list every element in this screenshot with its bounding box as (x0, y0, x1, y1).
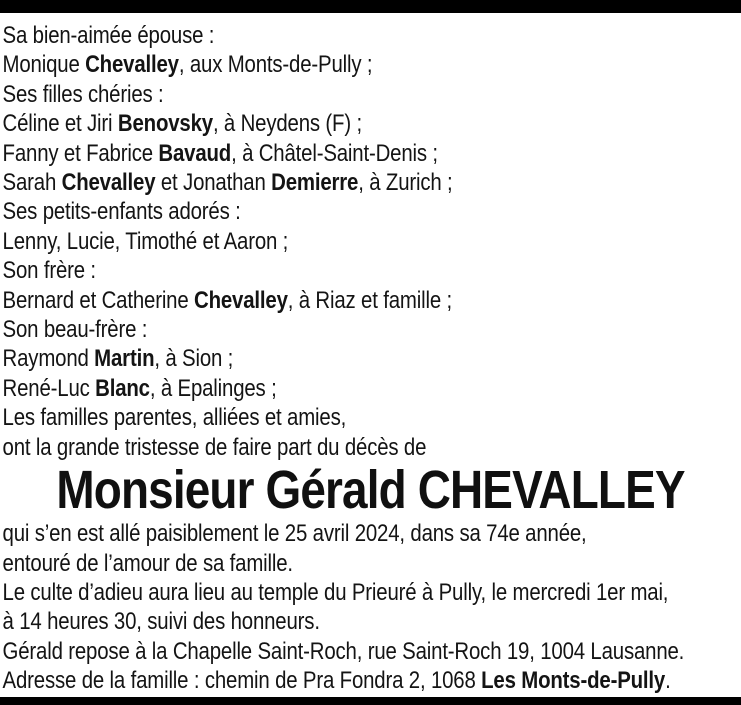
text-run: Bernard et Catherine (2, 286, 195, 314)
text-run: ont la grande tristesse de faire part du décès de (2, 433, 427, 461)
text-run: , à Neydens (F) ; (212, 110, 362, 138)
text-run: , à Zurich ; (358, 169, 453, 197)
text-line (0, 607, 741, 636)
surname-bold-run: Chevalley (61, 169, 156, 197)
text-run: Gérald repose à la Chapelle Saint-Roch, rue Saint-Roch 19, 1004 Lausanne. (2, 637, 685, 665)
text-line (0, 403, 741, 432)
text-run: René-Luc (2, 374, 96, 402)
surname-bold-run: Demierre (271, 169, 359, 197)
text-line (0, 344, 741, 373)
text-run: Le culte d’adieu aura lieu au temple du Prieuré à Pully, le mercredi 1er mai, (2, 578, 669, 606)
surname-bold-run: Martin (94, 345, 155, 373)
text-run: Les familles parentes, alliées et amies, (2, 404, 347, 432)
text-line (0, 666, 741, 695)
text-line (0, 256, 741, 285)
text-run: qui s’en est allé paisiblement le 25 avril 2024, dans sa 74e année, (2, 520, 587, 548)
top-border-bar (0, 0, 741, 13)
text-run: , à Sion ; (154, 345, 234, 373)
text-line (0, 286, 741, 315)
deceased-name-title: Monsieur Gérald CHEVALLEY (56, 460, 685, 521)
text-run: entouré de l’amour de sa famille. (2, 549, 293, 577)
text-run: Monique (2, 51, 86, 79)
text-run: , aux Monts-de-Pully ; (178, 51, 373, 79)
surname-bold-run: Blanc (95, 374, 150, 402)
text-line (0, 50, 741, 79)
text-line (0, 21, 741, 50)
text-run: Fanny et Fabrice (2, 139, 159, 167)
text-run: Son frère : (2, 257, 96, 285)
text-run: Adresse de la famille : chemin de Pra Fondra 2, 1068 (2, 667, 482, 695)
text-run: Ses petits-enfants adorés : (2, 198, 241, 226)
text-run: , à Epalinges ; (149, 374, 277, 402)
text-line (0, 519, 741, 548)
surname-bold-run: Bavaud (158, 139, 232, 167)
notice-content (0, 13, 741, 696)
text-line (0, 168, 741, 197)
text-line (0, 197, 741, 226)
notice-text-block (0, 21, 741, 696)
text-line (0, 109, 741, 138)
text-run: . (665, 667, 671, 695)
surname-bold-run: Chevalley (85, 51, 179, 79)
text-run: Sa bien-aimée épouse : (2, 22, 215, 49)
text-line (0, 549, 741, 578)
text-line (0, 315, 741, 344)
text-line (0, 227, 741, 256)
bottom-border-bar (0, 697, 741, 705)
ceremony-details-list (0, 519, 741, 695)
surname-bold-run: Chevalley (194, 286, 288, 314)
text-line (0, 578, 741, 607)
text-run: Céline et Jiri (2, 110, 118, 138)
text-run: , à Riaz et famille ; (287, 286, 452, 314)
text-run: Lenny, Lucie, Timothé et Aaron ; (2, 227, 289, 255)
text-run: , à Châtel-Saint-Denis ; (231, 139, 438, 167)
surname-bold-run: Benovsky (117, 110, 213, 138)
text-line (0, 374, 741, 403)
text-run: Sarah (2, 169, 62, 197)
text-run: Ses filles chéries : (2, 80, 164, 108)
text-line (0, 80, 741, 109)
text-line (0, 637, 741, 666)
family-relations-list (0, 21, 741, 462)
text-line (0, 139, 741, 168)
text-line (0, 433, 741, 462)
surname-bold-run: Les Monts-de-Pully (481, 667, 666, 695)
text-run: et Jonathan (155, 169, 272, 197)
text-run: à 14 heures 30, suivi des honneurs. (2, 608, 320, 636)
text-run: Raymond (2, 345, 95, 373)
text-run: Son beau-frère : (2, 316, 148, 344)
